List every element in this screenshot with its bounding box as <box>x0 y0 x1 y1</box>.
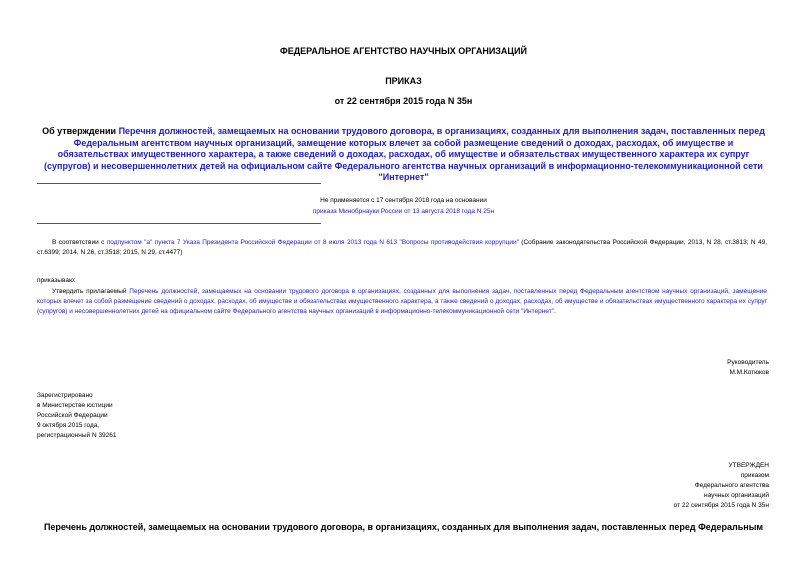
approved-line: от 22 сентября 2015 года N 35н <box>673 502 769 509</box>
title-prefix: Об утверждении <box>42 126 119 136</box>
registration-line: 9 октября 2015 года, <box>37 422 100 429</box>
approve-lead: Утвердить прилагаемый <box>52 288 130 295</box>
approved-line: Федерального агентства <box>694 482 769 489</box>
list-title: Перечень должностей, замещаемых на основании трудового договора, в организациях, созданных для выполнения задач, поставленных перед Федеральным <box>43 522 764 532</box>
status-note <box>0 195 807 217</box>
approved-line: научных организаций <box>704 492 769 499</box>
divider-bottom <box>37 223 321 224</box>
preamble-tail: (Собрание законодательства Российской Федерации, 2013, N 28, ст.3813; N 49, ст.6399; 2014, N 26, ст.3518; 2015, N 29, ст.4477) <box>37 239 768 256</box>
document-date-number: от 22 сентября 2015 года N 35н <box>334 96 473 106</box>
approved-line: УТВЕРЖДЕН <box>728 462 769 469</box>
approve-tail: . <box>554 308 556 315</box>
registration-line: Зарегистрировано <box>37 392 93 399</box>
title-link[interactable]: Перечня должностей, замещаемых на основании трудового договора, в организациях, созданных для выполнения задач, поставленных перед Федеральным агентством научных организаций, замещение которых влечет за собой размещение сведений о доходах, расходах, об имуществе и обязательствах имущественного характера, а также сведений о доходах, расходах, об имуществе и обязательствах имущественного характера их супруг (супругов) и несовершеннолетних детей на официальном сайте Федерального агентства научных организаций в информационно-телекоммуникационной сети "Интернет" <box>44 126 765 182</box>
order-word: приказываю: <box>37 277 76 284</box>
divider-top <box>37 183 321 184</box>
registration-block <box>37 391 117 441</box>
approve-link[interactable]: Перечень должностей, замещаемых на основании трудового договора в организациях, созданных для выполнения задач, поставленных перед Федеральным агентством научных организаций, замещение которых влечет за собой размещение сведений о доходах, расходах, об имуществе и обязательствах имущественного характера, а также сведений о доходах, расходах, об имуществе и обязательствах имущественного характера их супруг (супругов) и несовершеннолетних детей на официальном сайте Федерального агентства научных организаций в информационно-телекоммуникационной сети "Интернет" <box>37 288 767 315</box>
status-note-link[interactable]: приказа Минобрнауки России от 13 августа 2018 года N 25н <box>312 208 495 215</box>
signature-block <box>727 358 769 378</box>
preamble-paragraph <box>37 238 767 258</box>
signature-position: Руководитель <box>727 359 769 366</box>
approved-line: приказом <box>740 472 769 479</box>
registration-line: Российской Федерации <box>37 412 108 419</box>
preamble-lead: В соответствии с <box>52 239 107 246</box>
document-title <box>40 126 767 184</box>
signature-name: М.М.Котюков <box>729 369 769 376</box>
preamble-link[interactable]: подпунктом "а" пункта 7 Указа Президента Российской Федерации от 8 июля 2013 года N 613 "Вопросы противодействия коррупции" <box>106 239 519 246</box>
status-note-line1: Не применяется с 17 сентября 2018 года на основании <box>320 197 487 204</box>
agency-name: ФЕДЕРАЛЬНОЕ АГЕНТСТВО НАУЧНЫХ ОРГАНИЗАЦИЙ <box>280 46 527 56</box>
registration-line: регистрационный N 39261 <box>37 432 117 439</box>
approve-paragraph <box>37 287 767 317</box>
registration-line: в Министерстве юстиции <box>37 402 113 409</box>
approved-block <box>674 461 769 511</box>
document-type: ПРИКАЗ <box>385 76 422 86</box>
